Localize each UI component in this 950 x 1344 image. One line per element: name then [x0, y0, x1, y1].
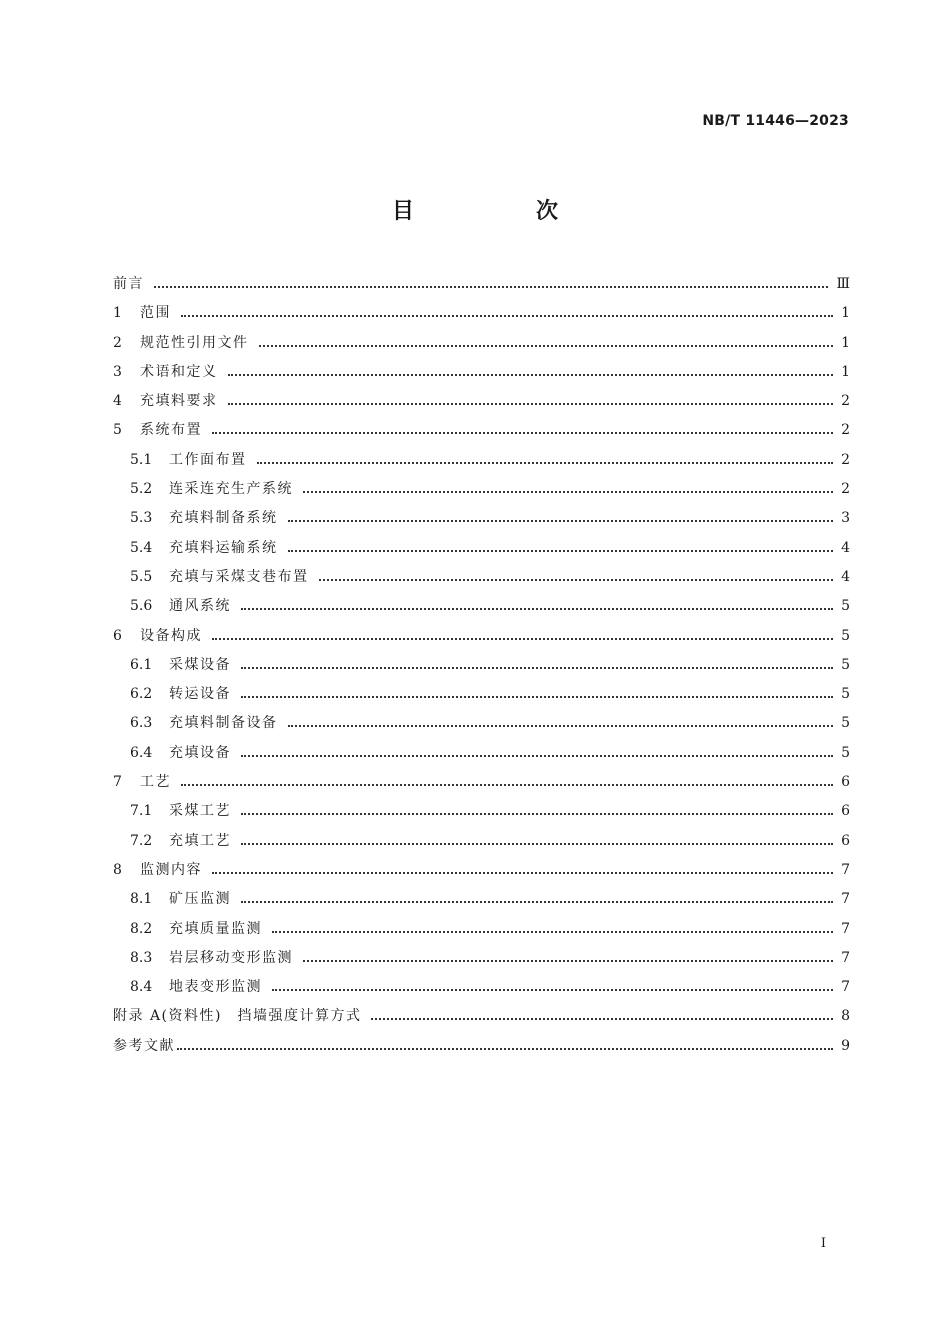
toc-entry-label: 充填料制备设备: [169, 715, 278, 732]
toc-leader-dots: [303, 944, 833, 973]
toc-leader-dots: [241, 827, 833, 856]
toc-entry-number: 7: [113, 774, 122, 791]
toc-entry-number: 8.3: [130, 949, 153, 966]
toc-leader-dots: [228, 387, 834, 416]
toc-entry-number: 8.4: [130, 979, 153, 996]
toc-entry-number: 5.3: [130, 510, 153, 527]
standard-code: NB/T 11446—2023: [702, 113, 849, 129]
toc-entry-page: 1: [841, 305, 850, 322]
toc-entry-label: 范围: [140, 305, 171, 322]
toc-entry-number: 7.1: [130, 803, 153, 820]
toc-entry-label: 工艺: [140, 774, 171, 791]
toc-entry[interactable]: [113, 797, 850, 826]
toc-entry[interactable]: [113, 504, 850, 533]
toc-entry-page: 7: [841, 949, 850, 966]
toc-entry[interactable]: [113, 270, 850, 299]
toc-leader-dots: [288, 534, 834, 563]
toc-entry-number: 7.2: [130, 832, 153, 849]
toc-entry-number: 5.1: [130, 451, 153, 468]
toc-entry-page: 5: [841, 627, 850, 644]
toc-entry-number: 1: [113, 305, 122, 322]
toc-entry-label: 地表变形监测: [169, 979, 262, 996]
toc-leader-dots: [241, 797, 833, 826]
toc-entry-number: 5.2: [130, 481, 153, 498]
toc-entry[interactable]: [113, 651, 850, 680]
toc-leader-dots: [181, 768, 833, 797]
toc-entry[interactable]: [113, 446, 850, 475]
toc-entry[interactable]: [113, 1002, 850, 1031]
toc-entry[interactable]: [113, 563, 850, 592]
toc-entry-page: 7: [841, 979, 850, 996]
toc-entry-number: 4: [113, 393, 122, 410]
toc-entry-page: 4: [841, 539, 850, 556]
toc-entry[interactable]: [113, 475, 850, 504]
toc-entry-label: 采煤工艺: [169, 803, 231, 820]
toc-entry-label: 通风系统: [169, 598, 231, 615]
toc-leader-dots: [241, 651, 833, 680]
toc-entry-number: 6.2: [130, 686, 153, 703]
toc-entry-page: 5: [841, 744, 850, 761]
toc-entry-label: 充填料运输系统: [169, 539, 278, 556]
toc-entry-label: 工作面布置: [169, 451, 247, 468]
toc-entry-label: 设备构成: [140, 627, 202, 644]
toc-leader-dots: [228, 358, 834, 387]
toc-entry[interactable]: [113, 768, 850, 797]
toc-entry[interactable]: [113, 329, 850, 358]
toc-entry-label: 充填料要求: [140, 393, 218, 410]
toc-entry[interactable]: [113, 592, 850, 621]
toc-entry-page: 9: [841, 1037, 850, 1054]
toc-entry-page: 1: [841, 334, 850, 351]
table-of-contents: [113, 270, 850, 1061]
toc-entry-label: 系统布置: [140, 422, 202, 439]
toc-entry-page: 7: [841, 891, 850, 908]
toc-entry-number: 6.1: [130, 656, 153, 673]
toc-title: 目 次: [391, 199, 608, 224]
toc-entry-page: 6: [841, 832, 850, 849]
toc-leader-dots: [177, 1032, 833, 1061]
toc-entry-number: 8.2: [130, 920, 153, 937]
toc-entry-label: 连采连充生产系统: [169, 481, 293, 498]
page-number: Ⅰ: [820, 1236, 826, 1251]
toc-entry[interactable]: [113, 827, 850, 856]
toc-entry-label: 规范性引用文件: [140, 334, 249, 351]
toc-entry-label: 充填料制备系统: [169, 510, 278, 527]
toc-entry[interactable]: [113, 622, 850, 651]
toc-entry-label: 前言: [113, 276, 144, 292]
toc-entry-number: 5: [113, 422, 122, 439]
toc-entry-number: 8: [113, 861, 122, 878]
toc-entry[interactable]: [113, 915, 850, 944]
toc-entry-number: 5.4: [130, 539, 153, 556]
toc-leader-dots: [259, 329, 834, 358]
toc-entry-label: 采煤设备: [169, 656, 231, 673]
toc-entry-page: 2: [841, 451, 850, 468]
toc-entry[interactable]: [113, 856, 850, 885]
toc-entry-page: 5: [841, 686, 850, 703]
toc-entry-page: 3: [841, 510, 850, 527]
toc-entry-page: 8: [841, 1008, 850, 1025]
toc-entry-page: 5: [841, 656, 850, 673]
toc-entry-page: 2: [841, 393, 850, 410]
toc-leader-dots: [272, 973, 833, 1002]
toc-entry-number: 8.1: [130, 891, 153, 908]
toc-entry-page: 4: [841, 568, 850, 585]
toc-entry-page: 5: [841, 715, 850, 732]
toc-leader-dots: [212, 856, 833, 885]
toc-entry-label: 岩层移动变形监测: [169, 949, 293, 966]
toc-leader-dots: [319, 563, 834, 592]
toc-entry-label: 矿压监测: [169, 891, 231, 908]
toc-entry-page: 7: [841, 861, 850, 878]
toc-entry-label: 术语和定义: [140, 363, 218, 380]
toc-entry-number: 6: [113, 627, 122, 644]
toc-entry-page: 5: [841, 598, 850, 615]
toc-entry[interactable]: [113, 387, 850, 416]
toc-entry-number: 5.5: [130, 568, 153, 585]
toc-entry-page: 1: [841, 363, 850, 380]
toc-entry[interactable]: [113, 299, 850, 328]
toc-entry-number: 3: [113, 363, 122, 380]
toc-entry-label: 转运设备: [169, 686, 231, 703]
toc-entry[interactable]: [113, 358, 850, 387]
toc-entry[interactable]: [113, 944, 850, 973]
toc-entry[interactable]: [113, 709, 850, 738]
toc-leader-dots: [241, 885, 833, 914]
toc-entry-label: 充填工艺: [169, 832, 231, 849]
toc-entry-label: 参考文献: [113, 1037, 175, 1054]
toc-leader-dots: [371, 1002, 833, 1031]
toc-entry-number: 2: [113, 334, 122, 351]
toc-leader-dots: [241, 680, 833, 709]
toc-entry[interactable]: [113, 680, 850, 709]
toc-entry-page: 6: [841, 803, 850, 820]
toc-leader-dots: [212, 622, 833, 651]
toc-leader-dots: [181, 299, 833, 328]
toc-leader-dots: [257, 446, 834, 475]
toc-entry-label: 充填质量监测: [169, 920, 262, 937]
toc-leader-dots: [241, 739, 833, 768]
toc-entry-page: 2: [841, 481, 850, 498]
toc-leader-dots: [303, 475, 833, 504]
toc-entry-number: 6.4: [130, 744, 153, 761]
toc-entry[interactable]: [113, 534, 850, 563]
toc-leader-dots: [272, 915, 833, 944]
toc-entry-number: 6.3: [130, 715, 153, 732]
toc-entry-page: 6: [841, 774, 850, 791]
toc-entry-label: 充填与采煤支巷布置: [169, 568, 309, 585]
toc-entry-label: 监测内容: [140, 861, 202, 878]
toc-entry-label: 充填设备: [169, 744, 231, 761]
toc-entry-label: 附录 A(资料性) 挡墙强度计算方式: [113, 1008, 362, 1025]
toc-entry[interactable]: [113, 885, 850, 914]
toc-leader-dots: [241, 592, 833, 621]
toc-entry[interactable]: [113, 973, 850, 1002]
toc-leader-dots: [288, 709, 834, 738]
toc-entry-page: 7: [841, 920, 850, 937]
toc-entry[interactable]: [113, 739, 850, 768]
toc-entry-page: Ⅲ: [836, 276, 850, 292]
toc-entry[interactable]: [113, 1032, 850, 1061]
toc-leader-dots: [212, 416, 833, 445]
toc-entry[interactable]: [113, 416, 850, 445]
toc-leader-dots: [154, 270, 828, 299]
toc-leader-dots: [288, 504, 834, 533]
toc-entry-number: 5.6: [130, 598, 153, 615]
toc-entry-page: 2: [841, 422, 850, 439]
